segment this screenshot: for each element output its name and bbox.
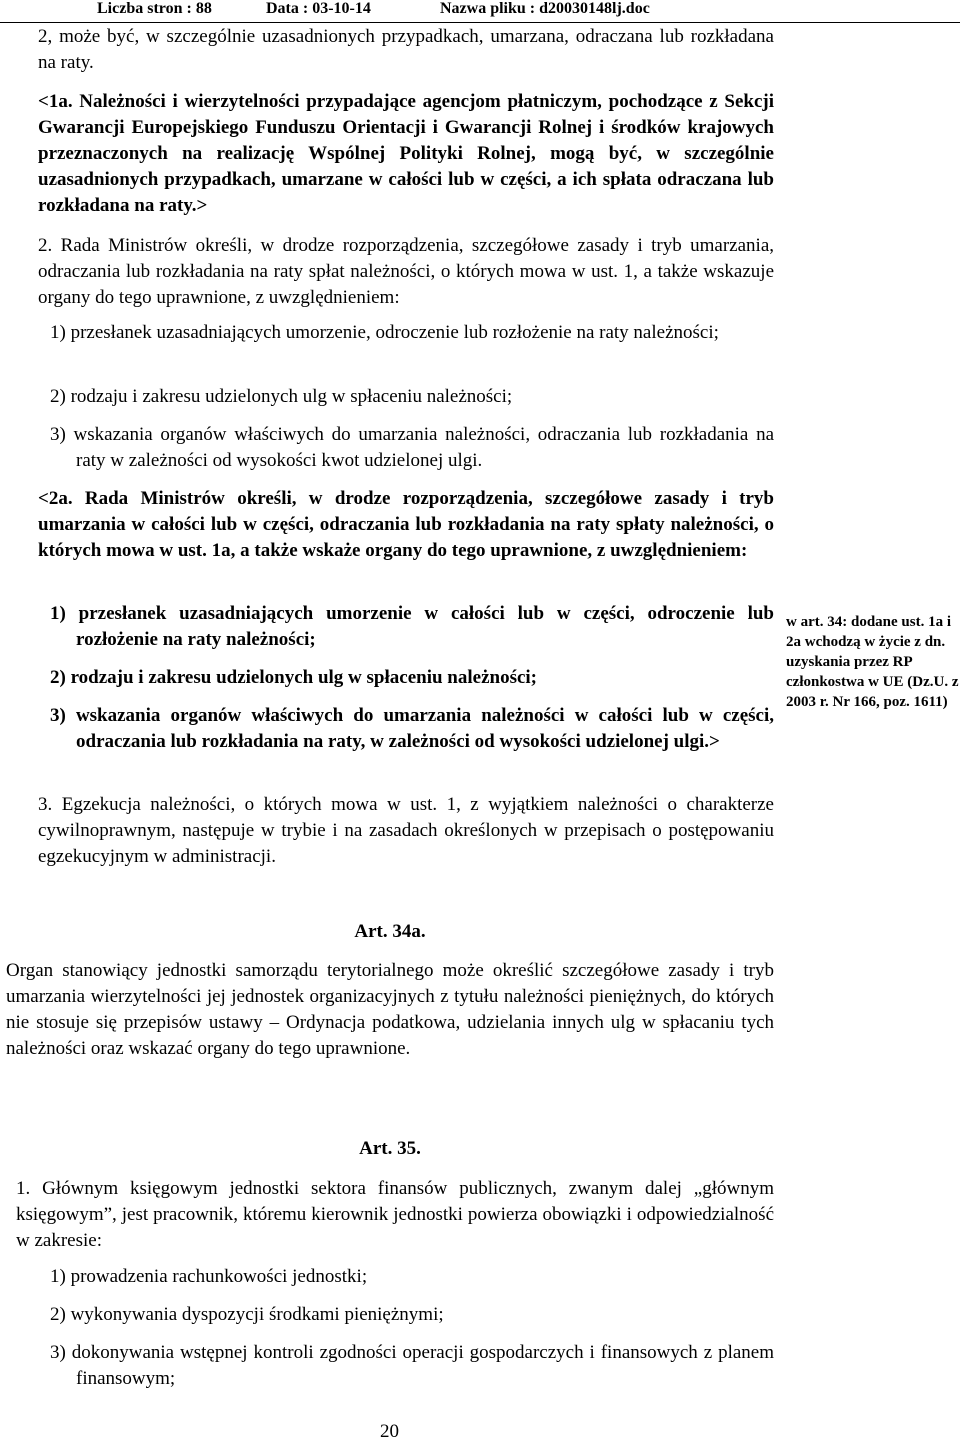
article-35-item-2: 2) wykonywania dyspozycji środkami pieniężnymi; bbox=[50, 1304, 444, 1325]
list-item-2a-3: 3) wskazania organów właściwych do umarzania należności w całości lub w części, odraczania lub rozkładania na raty, w zależności od wysokości udzielonej ulgi.> bbox=[50, 705, 774, 752]
article-35-paragraph-1: 1. Głównym księgowym jednostki sektora finansów publicznych, zwanym dalej „głównym księgowym”, jest pracownik, któremu kierownik jednostki powierza obowiązki i odpowiedzialność w zakresie: bbox=[16, 1178, 774, 1251]
paragraph-2: 2. Rada Ministrów określi, w drodze rozporządzenia, szczegółowe zasady i tryb umarzania, odraczania lub rozkładania na raty spłat należności, o których mowa w ust. 1, a także wskazuje organy do tego uprawnione, z uwzględnieniem: bbox=[38, 235, 774, 308]
article-34a-heading: Art. 34a. bbox=[354, 921, 426, 942]
document-date: Data : 03-10-14 bbox=[266, 0, 371, 17]
article-35-item-1: 1) prowadzenia rachunkowości jednostki; bbox=[50, 1266, 368, 1287]
list-item-2a-1: 1) przesłanek uzasadniających umorzenie w całości lub w części, odroczenie lub rozłożenie na raty należności; bbox=[50, 603, 774, 650]
article-35-item-3: 3) dokonywania wstępnej kontroli zgodności operacji gospodarczych i finansowych z planem finansowym; bbox=[50, 1342, 774, 1389]
list-item-2a-2: 2) rodzaju i zakresu udzielonych ulg w spłaceniu należności; bbox=[50, 667, 537, 688]
paragraph-1a: <1a. Należności i wierzytelności przypadające agencjom płatniczym, pochodzące z Sekcji Gwarancji Europejskiego Funduszu Orientacji i Gwarancji Rolnej i środków krajowych przeznaczonych na realizację Wspólnej Polityki Rolnej, mogą być, w szczególnie uzasadnionych przypadkach, umarzane w całości lub w części, a ich spłata odraczana lub rozkładana na raty.> bbox=[38, 91, 774, 216]
list-item-2: 2) rodzaju i zakresu udzielonych ulg w spłaceniu należności; bbox=[50, 386, 513, 407]
file-name: Nazwa pliku : d20030148lj.doc bbox=[440, 0, 650, 17]
page-count: Liczba stron : 88 bbox=[97, 0, 212, 17]
document-header bbox=[0, 0, 960, 23]
list-item-1: 1) przesłanek uzasadniających umorzenie, odroczenie lub rozłożenie na raty należności; bbox=[50, 322, 719, 343]
page-number: 20 bbox=[380, 1421, 399, 1442]
margin-note: w art. 34: dodane ust. 1a i 2a wchodzą w życie z dn. uzyskania przez RP członkostwa w UE (Dz.U. z 2003 r. Nr 166, poz. 1611) bbox=[786, 614, 959, 710]
paragraph-3: 3. Egzekucja należności, o których mowa w ust. 1, z wyjątkiem należności o charakterze cywilnoprawnym, następuje w trybie i na zasadach określonych w przepisach o postępowaniu egzekucyjnym w administracji. bbox=[38, 794, 774, 867]
paragraph-1-continuation: 2, może być, w szczególnie uzasadnionych przypadkach, umarzana, odraczana lub rozkładana na raty. bbox=[38, 26, 774, 73]
list-item-3: 3) wskazania organów właściwych do umarzania należności, odraczania lub rozkładania na raty w zależności od wysokości kwot udzielonej ulgi. bbox=[50, 424, 774, 471]
article-34a-text: Organ stanowiący jednostki samorządu terytorialnego może określić szczegółowe zasady i tryb umarzania wierzytelności jej jednostek organizacyjnych z tytułu należności pieniężnych, do których nie stosuje się przepisów ustawy – Ordynacja podatkowa, udzielania innych ulg w spłacaniu tych należności oraz wskazać organy do tego uprawnione. bbox=[6, 960, 774, 1059]
paragraph-2a: <2a. Rada Ministrów określi, w drodze rozporządzenia, szczegółowe zasady i tryb umarzania w całości lub w części, odraczania lub rozkładania na raty spłaty należności, o których mowa w ust. 1a, a także wskaże organy do tego uprawnione, z uwzględnieniem: bbox=[38, 488, 774, 561]
article-35-heading: Art. 35. bbox=[359, 1138, 421, 1159]
